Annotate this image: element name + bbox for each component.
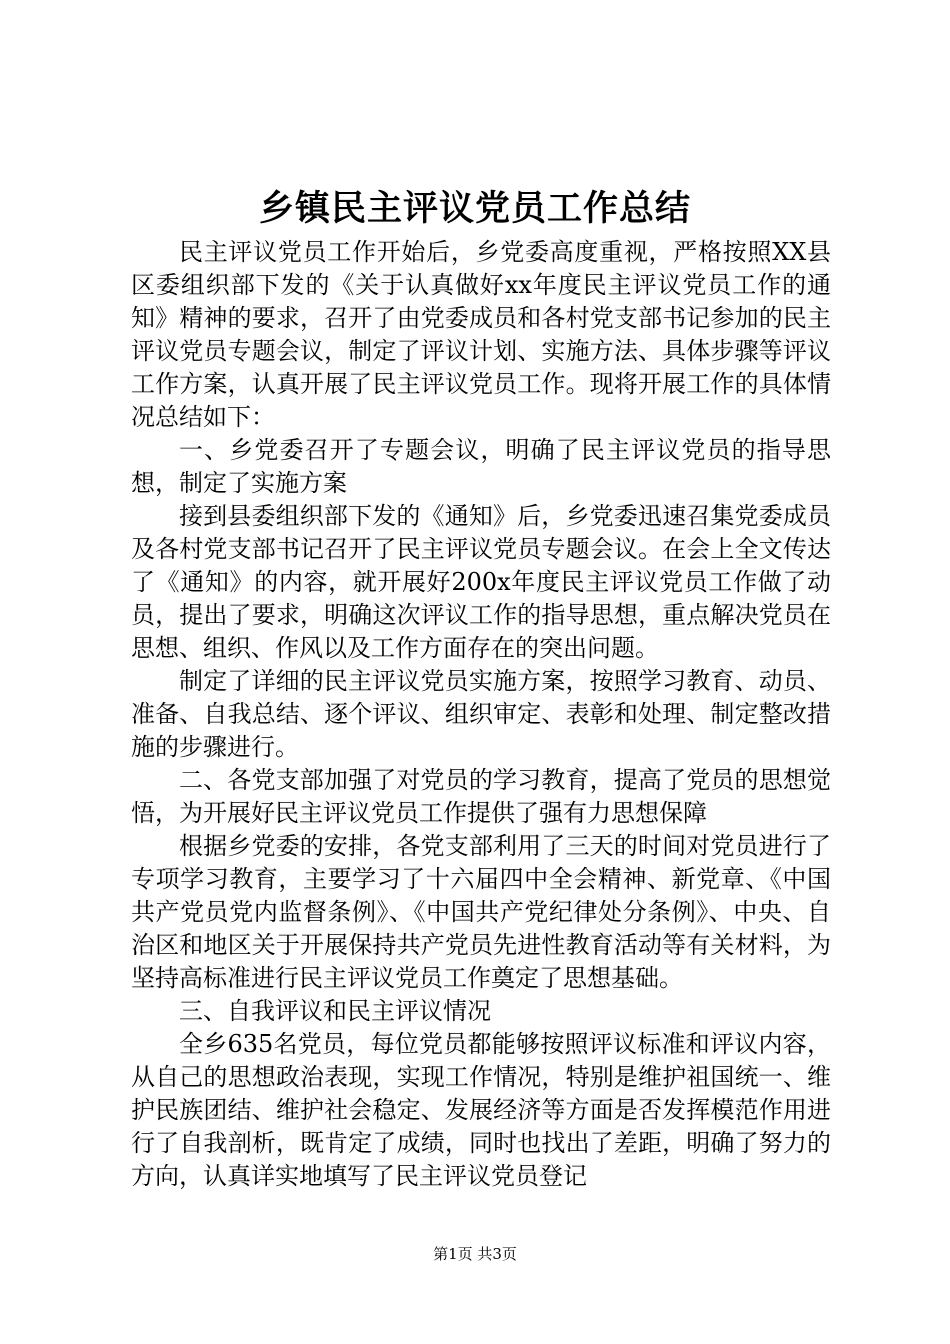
section-heading-3: 三、自我评议和民主评议情况	[179, 997, 491, 1025]
document-title: 乡镇民主评议党员工作总结	[258, 188, 691, 229]
paragraph-evaluation: 全乡635名党员，每位党员都能够按照评议标准和评议内容，从自己的思想政治表现，实现工作情况，特别是维护祖国统一、维护民族团结、维护社会稳定、发展经济等方面是否发挥模范作用进行了自我剖析，既肯定了成绩，同时也找出了差距，明确了努力的方向，认真详实地填写了民主评议党员登记	[131, 1030, 831, 1190]
paragraph-intro: 民主评议党员工作开始后，乡党委高度重视，严格按照XX县区委组织部下发的《关于认真做好xx年度民主评议党员工作的通知》精神的要求，召开了由党委成员和各村党支部书记参加的民主评议党员专题会议，制定了评议计划、实施方法、具体步骤等评议工作方案，认真开展了民主评议党员工作。现将开展工作的具体情况总结如下：	[131, 238, 831, 431]
paragraph-study: 根据乡党委的安排，各党支部利用了三天的时间对党员进行了专项学习教育，主要学习了十六届四中全会精神、新党章、《中国共产党员党内监督条例》、《中国共产党纪律处分条例》、中央、自治区和地区关于开展保持共产党员先进性教育活动等有关材料，为坚持高标准进行民主评议党员工作奠定了思想基础。	[131, 832, 831, 992]
document-body	[131, 236, 831, 1193]
page-number-footer: 第1页 共3页	[433, 1245, 517, 1263]
paragraph-plan: 制定了详细的民主评议党员实施方案，按照学习教育、动员、准备、自我总结、逐个评议、组织审定、表彰和处理、制定整改措施的步骤进行。	[131, 667, 831, 761]
paragraph-meeting: 接到县委组织部下发的《通知》后，乡党委迅速召集党委成员及各村党支部书记召开了民主评议党员专题会议。在会上全文传达了《通知》的内容，就开展好200x年度民主评议党员工作做了动员，提出了要求，明确这次评议工作的指导思想，重点解决党员在思想、组织、作风以及工作方面存在的突出问题。	[131, 502, 831, 662]
section-heading-2: 二、各党支部加强了对党员的学习教育，提高了党员的思想觉悟，为开展好民主评议党员工作提供了强有力思想保障	[131, 766, 831, 827]
section-heading-1: 一、乡党委召开了专题会议，明确了民主评议党员的指导思想，制定了实施方案	[131, 436, 831, 497]
